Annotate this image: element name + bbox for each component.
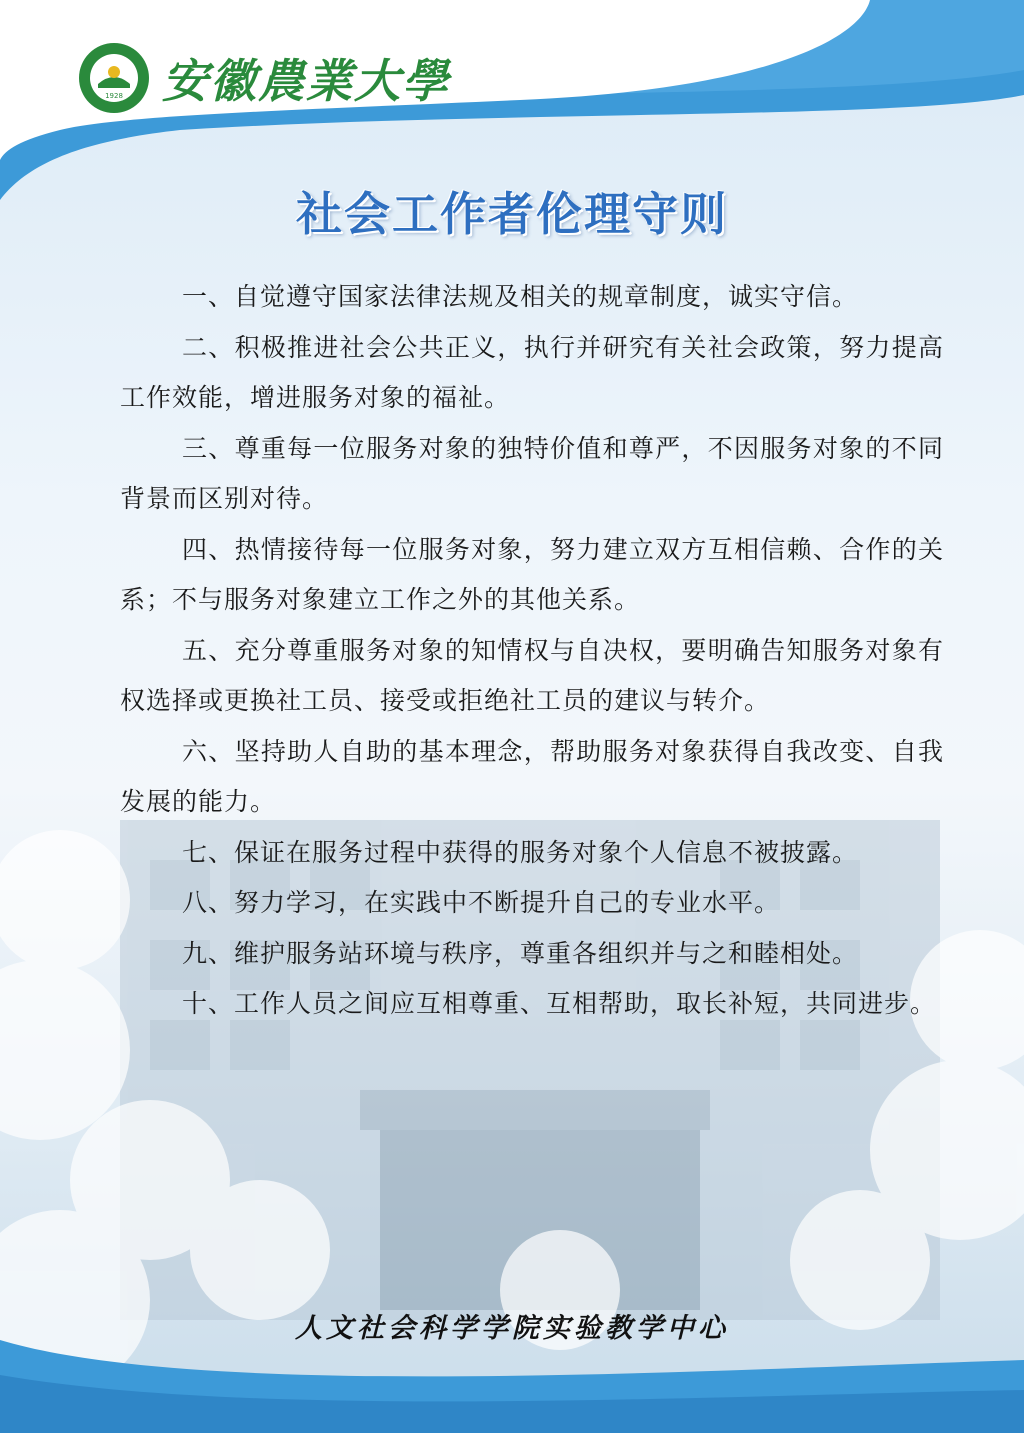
footer-department: 人文社会科学学院实验教学中心 <box>295 1313 729 1344</box>
rule-item: 二、积极推进社会公共正义，执行并研究有关社会政策，努力提高工作效能，增进服务对象的福祉。 <box>120 332 944 412</box>
rule-item: 一、自觉遵守国家法律法规及相关的规章制度，诚实守信。 <box>182 282 859 311</box>
rule-item: 六、坚持助人自助的基本理念，帮助服务对象获得自我改变、自我发展的能力。 <box>120 736 944 816</box>
rules-list <box>120 272 944 1030</box>
university-header <box>78 42 450 114</box>
rule-item: 五、充分尊重服务对象的知情权与自决权，要明确告知服务对象有权选择或更换社工员、接受或拒绝社工员的建议与转介。 <box>120 635 944 715</box>
university-name: 安徽農業大學 <box>162 54 450 108</box>
rule-item: 十、工作人员之间应互相尊重、互相帮助，取长补短，共同进步。 <box>182 989 937 1018</box>
seal-year: 1928 <box>105 92 123 100</box>
rule-item: 九、维护服务站环境与秩序，尊重各组织并与之和睦相处。 <box>182 938 859 968</box>
rule-item: 四、热情接待每一位服务对象，努力建立双方互相信赖、合作的关系；不与服务对象建立工作之外的其他关系。 <box>120 534 944 614</box>
page-title: 社会工作者伦理守则 <box>296 187 728 241</box>
rule-item: 八、努力学习，在实践中不断提升自己的专业水平。 <box>182 888 781 917</box>
rule-item: 七、保证在服务过程中获得的服务对象个人信息不被披露。 <box>182 837 859 867</box>
rule-item: 三、尊重每一位服务对象的独特价值和尊严，不因服务对象的不同背景而区别对待。 <box>120 433 944 513</box>
university-seal-icon <box>78 42 150 114</box>
